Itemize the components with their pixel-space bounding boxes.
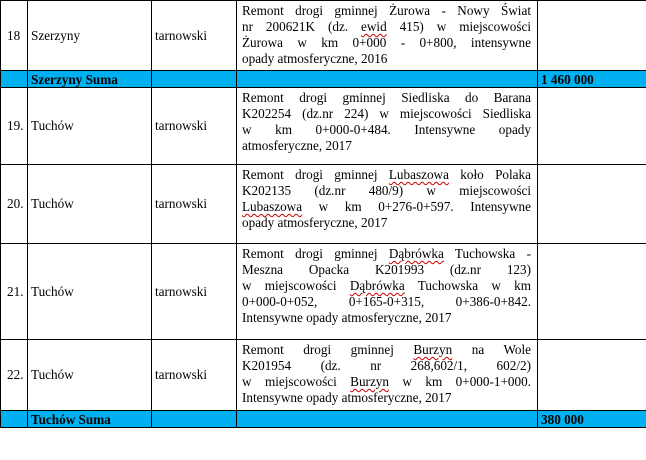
description-line: nr 200621K (dz. ewid 415) w miejscowości: [242, 19, 531, 34]
description-line: w km 0+000-0+484. Intensywne opady: [242, 122, 531, 137]
powiat-cell: tarnowski: [152, 244, 237, 340]
gmina-cell: Szerzyny: [28, 1, 152, 71]
row-number: 19.: [1, 88, 28, 165]
description-cell: [237, 244, 538, 340]
powiat-cell: tarnowski: [152, 165, 237, 244]
description-line: Intensywne opady atmosferyczne, 2017: [242, 310, 452, 325]
description-line: K202135 (dz.nr 480/9) w miejscowości: [242, 183, 531, 198]
table-row: [1, 165, 646, 244]
description-line: Żurowa w km 0+000 - 0+800, intensywne: [242, 35, 531, 50]
description-line: K202254 (dz.nr 224) w miejscowości Siedliska: [242, 106, 531, 121]
row-number: 20.: [1, 165, 28, 244]
sum-amount: 380 000: [538, 411, 646, 428]
description-cell: [237, 340, 538, 411]
description-line: Remont drogi gminnej Lubaszowa koło Polaka: [242, 167, 531, 182]
description-line: Remont drogi gminnej Siedliska do Barana: [242, 90, 531, 105]
gmina-cell: Tuchów: [28, 165, 152, 244]
sum-row: [1, 411, 646, 428]
row-number: 22.: [1, 340, 28, 411]
description-line: Intensywne opady atmosferyczne, 2017: [242, 390, 452, 405]
sum-label: Tuchów Suma: [28, 411, 152, 428]
description-line: opady atmosferyczne, 2016: [242, 51, 388, 66]
description-line: Remont drogi gminnej Dąbrówka Tuchowska -: [242, 246, 531, 261]
amount-cell: [538, 340, 646, 411]
sum-label: Szerzyny Suma: [28, 71, 152, 88]
description-line: w miejscowości Burzyn w km 0+000-1+000.: [242, 374, 531, 389]
amount-cell: [538, 165, 646, 244]
description-line: Remont drogi gminnej Burzyn na Wole: [242, 342, 531, 357]
amount-cell: [538, 88, 646, 165]
powiat-cell: tarnowski: [152, 88, 237, 165]
powiat-cell: tarnowski: [152, 1, 237, 71]
description-line: w miejscowości Dąbrówka Tuchowska w km: [242, 278, 531, 293]
table-row: [1, 88, 646, 165]
description-line: Remont drogi gminnej Żurowa - Nowy Świat: [242, 3, 531, 18]
powiat-cell: tarnowski: [152, 340, 237, 411]
description-line: 0+000-0+052, 0+165-0+315, 0+386-0+842.: [242, 294, 531, 309]
description-line: atmosferyczne, 2017: [242, 138, 352, 153]
description-line: Meszna Opacka K201993 (dz.nr 123): [242, 262, 531, 277]
gmina-cell: Tuchów: [28, 340, 152, 411]
gmina-cell: Tuchów: [28, 88, 152, 165]
description-line: K201954 (dz. nr 268,602/1, 602/2): [242, 358, 531, 373]
description-cell: [237, 165, 538, 244]
sum-row: [1, 71, 646, 88]
description-line: Lubaszowa w km 0+276-0+597. Intensywne: [242, 199, 531, 214]
table-row: [1, 340, 646, 411]
row-number: 18: [1, 1, 28, 71]
gmina-cell: Tuchów: [28, 244, 152, 340]
description-cell: [237, 88, 538, 165]
amount-cell: [538, 1, 646, 71]
table-row: [1, 1, 646, 71]
row-number: 21.: [1, 244, 28, 340]
amount-cell: [538, 244, 646, 340]
table-row: [1, 244, 646, 340]
description-cell: [237, 1, 538, 71]
description-line: opady atmosferyczne, 2017: [242, 215, 388, 230]
sum-amount: 1 460 000: [538, 71, 646, 88]
